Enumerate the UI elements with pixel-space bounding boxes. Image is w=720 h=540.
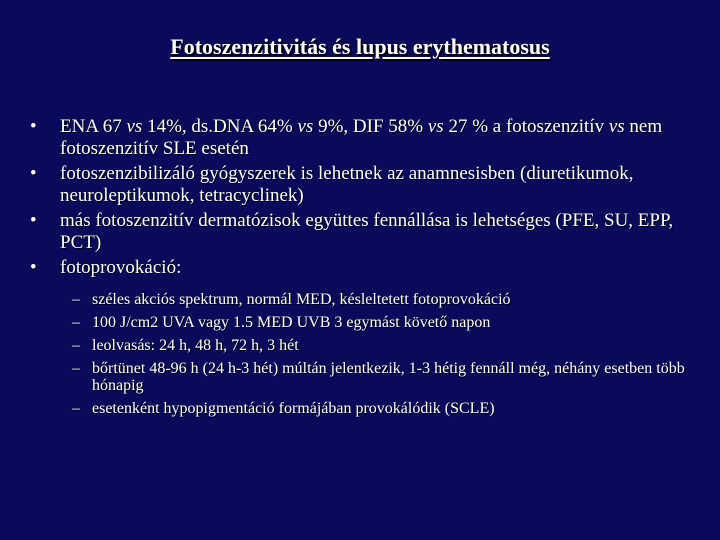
- bullet-text: fotoszenzibilizáló gyógyszerek is lehetnek az anamnesisben (diuretikumok, neuroleptikumok, tetracyclinek): [60, 163, 634, 206]
- dash-marker: –: [72, 337, 80, 354]
- sub-bullet-item: [60, 291, 710, 308]
- bullet-item: [30, 257, 710, 417]
- sub-bullet-item: [60, 337, 710, 354]
- bullet-text: ENA 67 vs 14%, ds.DNA 64% vs 9%, DIF 58% vs 27 % a fotoszenzitív vs nem fotoszenzitív SLE esetén: [60, 116, 663, 159]
- sub-bullet-text: széles akciós spektrum, normál MED, késleltetett fotoprovokáció: [92, 291, 511, 308]
- bullet-list: [30, 116, 710, 423]
- sub-bullet-item: [60, 400, 710, 417]
- bullet-text: más fotoszenzitív dermatózisok együttes fennállása is lehetséges (PFE, SU, EPP, PCT): [60, 210, 674, 253]
- sub-bullet-text: bőrtünet 48-96 h (24 h-3 hét) múltán jelentkezik, 1-3 hétig fennáll még, néhány esetben több hónapig: [92, 360, 685, 394]
- bullet-marker: •: [30, 210, 37, 231]
- sub-bullet-text: leolvasás: 24 h, 48 h, 72 h, 3 hét: [92, 337, 299, 354]
- bullet-item: [30, 210, 710, 254]
- sub-bullet-text: esetenként hypopigmentáció formájában provokálódik (SCLE): [92, 400, 495, 417]
- sub-bullet-item: [60, 360, 710, 394]
- bullet-item: [30, 116, 710, 160]
- sub-bullet-text: 100 J/cm2 UVA vagy 1.5 MED UVB 3 egymást követő napon: [92, 314, 491, 331]
- bullet-text: fotoprovokáció:: [60, 257, 182, 278]
- slide-title: Fotoszenzitivitás és lupus erythematosus: [170, 34, 550, 59]
- bullet-item: [30, 163, 710, 207]
- dash-marker: –: [72, 291, 80, 308]
- bullet-marker: •: [30, 116, 37, 137]
- bullet-marker: •: [30, 257, 37, 278]
- dash-marker: –: [72, 400, 80, 417]
- bullet-marker: •: [30, 163, 37, 184]
- sub-bullet-list: [60, 291, 710, 417]
- dash-marker: –: [72, 314, 80, 331]
- dash-marker: –: [72, 360, 80, 377]
- sub-bullet-item: [60, 314, 710, 331]
